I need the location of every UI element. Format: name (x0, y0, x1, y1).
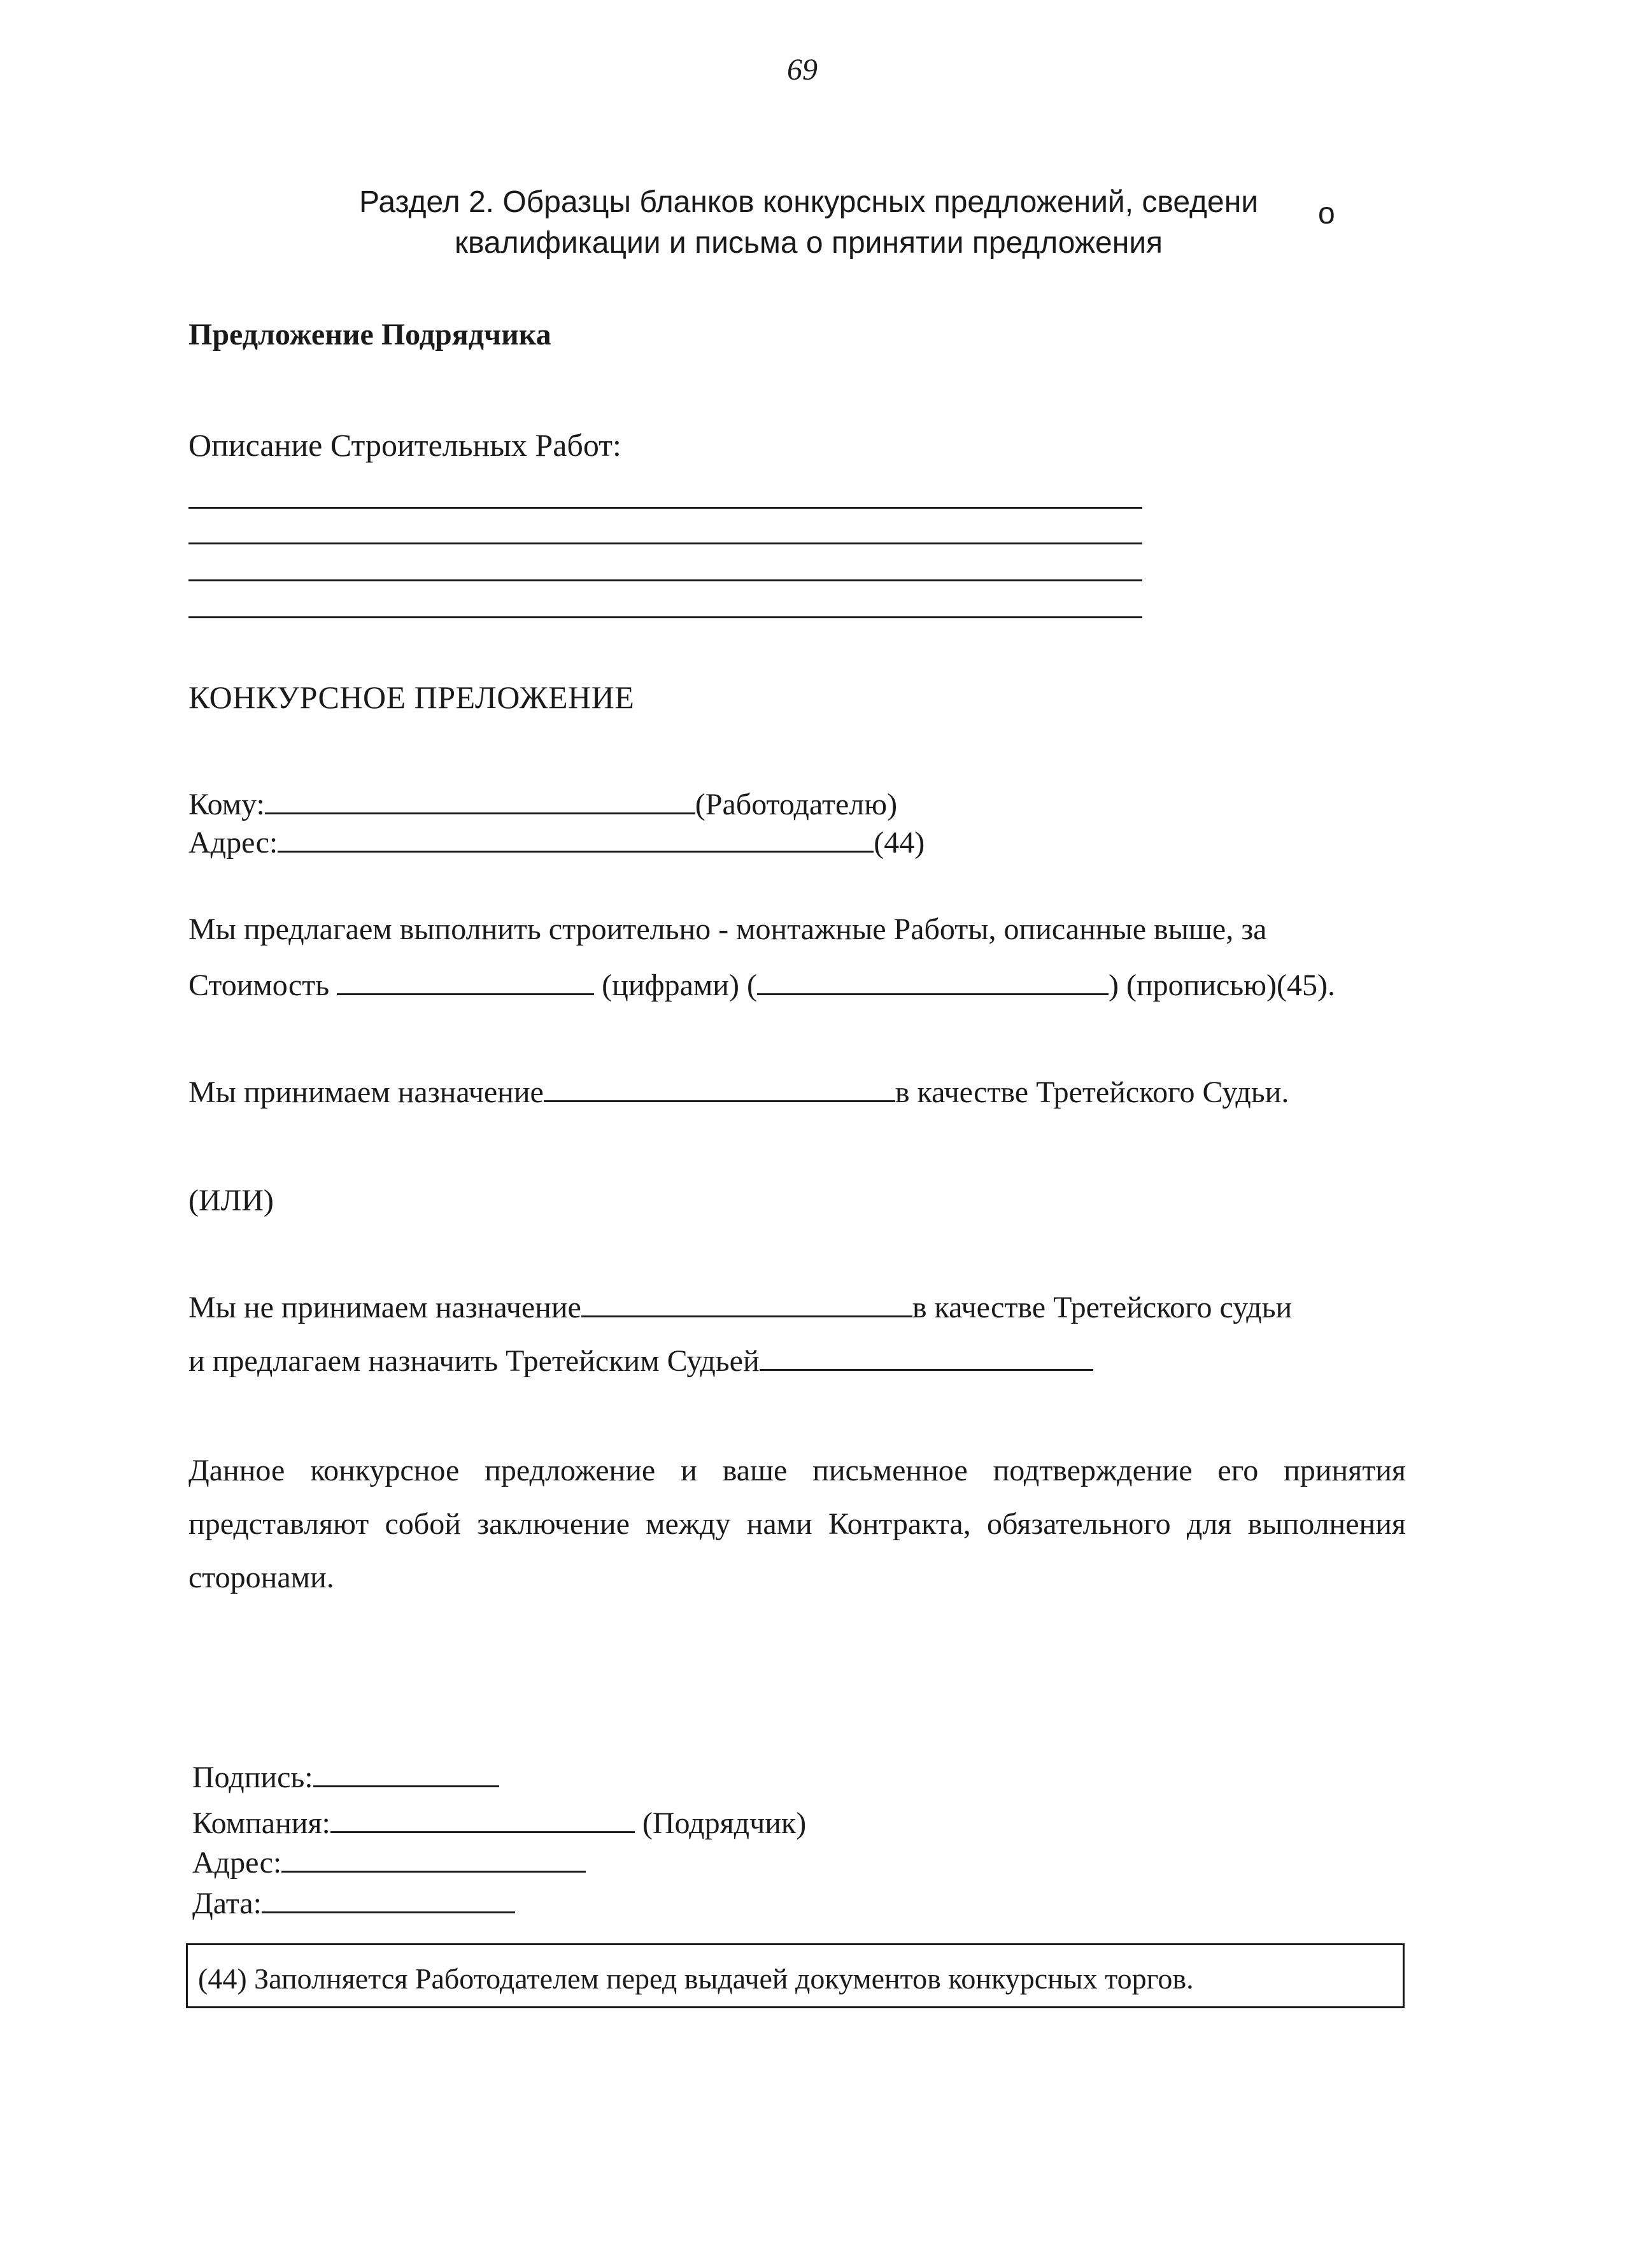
address-footnote-ref: (44) (874, 826, 925, 860)
works-description-line[interactable] (188, 579, 1142, 581)
company-field[interactable] (330, 1806, 635, 1833)
footnote-box (186, 1943, 1405, 2008)
employer-address-field[interactable] (278, 825, 874, 853)
accept-label: Мы принимаем назначение (188, 1075, 544, 1109)
address-label: Адрес: (188, 826, 278, 860)
accept-suffix: в качестве Третейского Судьи. (895, 1075, 1289, 1109)
price-row (188, 968, 1335, 1001)
price-offer-text: Мы предлагаем выполнить строительно - монтажные Работы, описанные выше, за (188, 912, 1267, 946)
contractor-address-row (192, 1845, 586, 1878)
price-words-field[interactable] (757, 968, 1109, 995)
signature-row (192, 1760, 499, 1793)
company-row (192, 1806, 806, 1839)
price-digits-field[interactable] (337, 968, 594, 995)
to-label: Кому: (188, 788, 265, 821)
contractor-address-label: Адрес: (192, 1846, 282, 1880)
price-label: Стоимость (188, 968, 330, 1002)
date-row (192, 1886, 515, 1919)
propose-arbitrator-field[interactable] (760, 1343, 1093, 1371)
to-employer-row (188, 787, 897, 820)
contractor-address-field[interactable] (281, 1845, 586, 1873)
works-description-line[interactable] (188, 507, 1142, 509)
agreement-paragraph: Данное конкурсное предложение и ваше письменное подтверждение его принятия представляют собой заключение между нами Контракта, обязательного для выполнения сторонами. (188, 1454, 1406, 1594)
works-description-line[interactable] (188, 542, 1142, 544)
accept-arbitrator-field[interactable] (544, 1075, 895, 1102)
works-description-label: Описание Строительных Работ: (188, 427, 621, 463)
signature-label: Подпись: (192, 1761, 313, 1794)
propose-arbitrator-row (188, 1343, 1093, 1377)
section-title-line2: квалификации и письма о принятии предложения (454, 226, 1163, 260)
to-employer-field[interactable] (265, 787, 695, 814)
section-title (267, 182, 1350, 264)
or-label: (ИЛИ) (188, 1184, 274, 1217)
offer-heading: Предложение Подрядчика (188, 318, 551, 351)
company-suffix: (Подрядчик) (642, 1806, 807, 1840)
section-title-line1: Раздел 2. Образцы бланков конкурсных предложений, сведени (358, 185, 1259, 219)
propose-label: и предлагаем назначить Третейским Судьей (188, 1344, 760, 1378)
accept-arbitrator-row (188, 1075, 1289, 1108)
section-title-line1-tail: о (1318, 197, 1335, 230)
reject-arbitrator-field[interactable] (581, 1290, 912, 1317)
employer-address-row (188, 825, 925, 858)
price-digits-label: (цифрами) ( (602, 968, 757, 1002)
works-description-line[interactable] (188, 616, 1142, 618)
date-label: Дата: (192, 1887, 262, 1920)
tender-offer-heading: КОНКУРСНОЕ ПРЕЛОЖЕНИЕ (188, 679, 635, 715)
price-words-label: ) (прописью)(45). (1108, 968, 1335, 1002)
date-field[interactable] (262, 1886, 515, 1913)
reject-label: Мы не принимаем назначение (188, 1291, 581, 1324)
signature-field[interactable] (313, 1760, 499, 1787)
to-employer-suffix: (Работодателю) (695, 788, 898, 821)
reject-suffix: в качестве Третейского судьи (912, 1291, 1293, 1324)
page-number: 69 (787, 53, 818, 87)
company-label: Компания: (192, 1806, 330, 1840)
footnote-text: (44) Заполняется Работодателем перед выдачей документов конкурсных торгов. (198, 1962, 1194, 1995)
reject-arbitrator-row (188, 1290, 1406, 1323)
